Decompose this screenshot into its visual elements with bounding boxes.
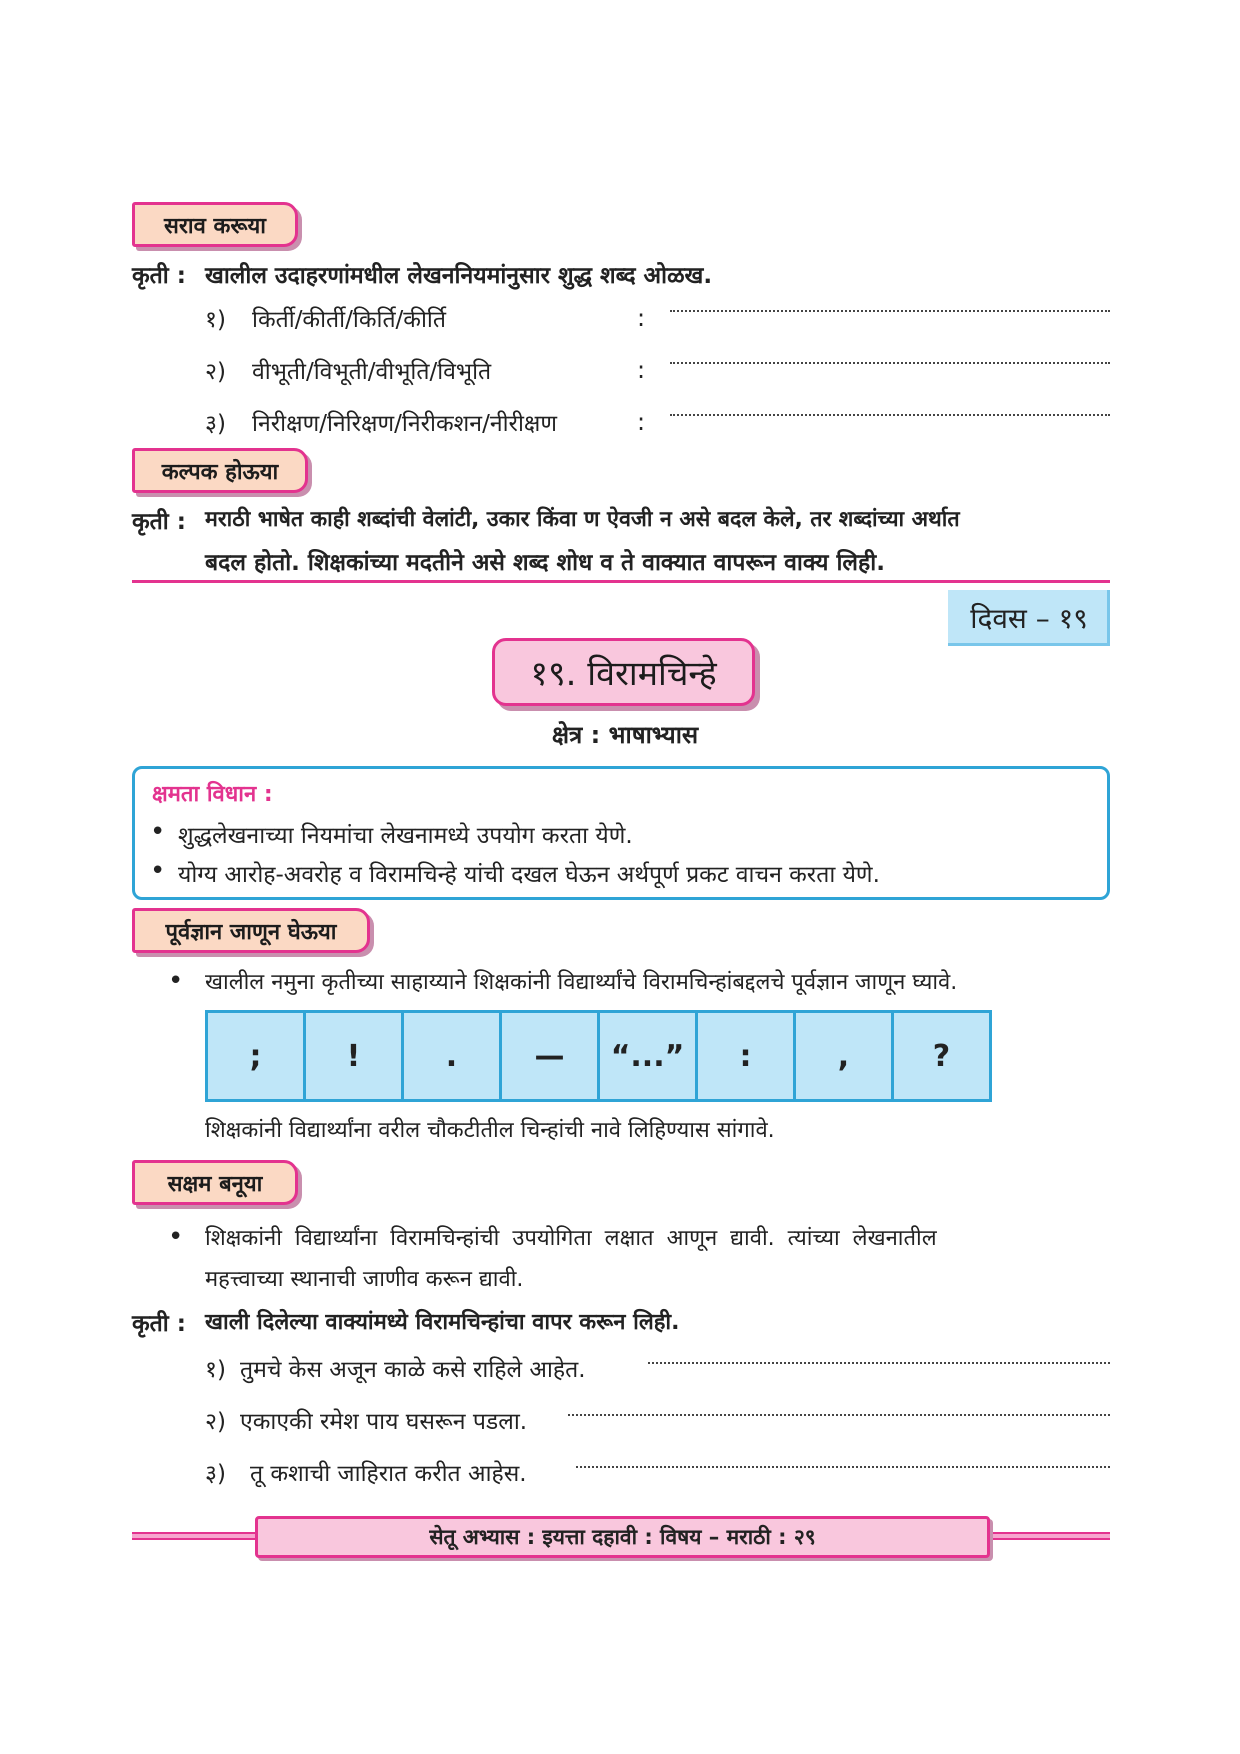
page-footer: सेतू अभ्यास : इयत्ता दहावी : विषय – मराठी : २९: [255, 1516, 990, 1558]
capable-line1: शिक्षकांनी विद्यार्थ्यांना विरामचिन्हांची उपयोगिता लक्षात आणून द्यावी. त्यांच्या लेखनातील: [205, 1226, 937, 1251]
capable-task-label: कृती :: [132, 1311, 186, 1337]
practice-tag: सराव करूया: [132, 202, 298, 247]
prior-note: शिक्षकांनी विद्यार्थ्यांना वरील चौकटीतील चिन्हांची नावे लिहिण्यास सांगावे.: [205, 1118, 775, 1143]
punctuation-table: [205, 1010, 992, 1102]
practice-item-num: २): [205, 359, 226, 385]
objective-bullet: •: [150, 817, 166, 847]
capable-line2: महत्त्वाच्या स्थानाची जाणीव करून द्यावी.: [205, 1267, 524, 1292]
answer-line[interactable]: [576, 1466, 1110, 1468]
practice-task-text: खालील उदाहरणांमधील लेखननियमांनुसार शुद्ध शब्द ओळख.: [205, 263, 713, 289]
prior-tag: पूर्वज्ञान जाणून घेऊया: [132, 908, 370, 953]
punctuation-cell: :: [697, 1012, 795, 1101]
capable-item-num: १): [205, 1357, 226, 1383]
punctuation-cell: “...”: [599, 1012, 697, 1101]
answer-line[interactable]: [670, 310, 1110, 312]
objective-item: योग्य आरोह-अवरोह व विरामचिन्हे यांची दखल घेऊन अर्थपूर्ण प्रकट वाचन करता येणे.: [178, 862, 880, 888]
punctuation-cell: .: [403, 1012, 501, 1101]
practice-colon: :: [637, 408, 646, 436]
practice-task-label: कृती :: [132, 263, 186, 289]
punctuation-cell: —: [501, 1012, 599, 1101]
practice-colon: :: [637, 356, 646, 384]
prior-text: खालील नमुना कृतीच्या साहाय्याने शिक्षकांनी विद्यार्थ्यांचे विरामचिन्हांबद्दलचे पूर्वज्ञान जाणून घ्यावे.: [205, 970, 958, 995]
capable-item-text: तू कशाची जाहिरात करीत आहेस.: [250, 1461, 527, 1487]
answer-line[interactable]: [568, 1414, 1110, 1416]
objective-item: शुद्धलेखनाच्या नियमांचा लेखनामध्ये उपयोग करता येणे.: [178, 823, 633, 849]
punctuation-cell: ,: [795, 1012, 893, 1101]
punctuation-cell: ;: [207, 1012, 305, 1101]
creative-task-line2: बदल होतो. शिक्षकांच्या मदतीने असे शब्द शोध व ते वाक्यात वापरून वाक्य लिही.: [205, 550, 885, 576]
creative-tag: कल्पक होऊया: [132, 448, 308, 493]
footer-bar-right: [990, 1532, 1110, 1540]
practice-item-text: वीभूती/विभूती/वीभूति/विभूति: [252, 359, 492, 385]
practice-item-num: १): [205, 307, 226, 333]
answer-line[interactable]: [670, 414, 1110, 416]
answer-line[interactable]: [648, 1362, 1110, 1364]
creative-task-label: कृती :: [132, 509, 186, 535]
capable-bullet: •: [168, 1222, 184, 1252]
punctuation-cell: ?: [893, 1012, 991, 1101]
practice-item-num: ३): [205, 411, 226, 437]
capable-item-num: ३): [205, 1461, 226, 1487]
punctuation-cell: !: [305, 1012, 403, 1101]
practice-item-text: किर्ती/कीर्ती/किर्ति/कीर्ति: [252, 307, 446, 333]
lesson-area: क्षेत्र : भाषाभ्यास: [551, 721, 699, 749]
footer-bar-left: [132, 1532, 257, 1540]
creative-task-line1: मराठी भाषेत काही शब्दांची वेलांटी, उकार किंवा ण ऐवजी न असे बदल केले, तर शब्दांच्या अर्थात: [205, 507, 960, 532]
prior-bullet: •: [168, 966, 184, 996]
capable-tag: सक्षम बनूया: [132, 1160, 298, 1205]
section-divider: [132, 580, 1110, 583]
practice-colon: :: [637, 304, 646, 332]
capable-task-text: खाली दिलेल्या वाक्यांमध्ये विरामचिन्हांचा वापर करून लिही.: [205, 1310, 680, 1335]
lesson-title: १९. विरामचिन्हे: [492, 638, 755, 706]
answer-line[interactable]: [670, 362, 1110, 364]
capable-item-text: तुमचे केस अजून काळे कसे राहिले आहेत.: [240, 1357, 586, 1383]
objectives-heading: क्षमता विधान :: [152, 782, 273, 807]
practice-item-text: निरीक्षण/निरिक्षण/निरीकशन/नीरीक्षण: [252, 411, 558, 437]
capable-item-num: २): [205, 1409, 226, 1435]
day-label: दिवस – १९: [945, 590, 1110, 646]
capable-item-text: एकाएकी रमेश पाय घसरून पडला.: [240, 1409, 528, 1435]
objective-bullet: •: [150, 856, 166, 886]
